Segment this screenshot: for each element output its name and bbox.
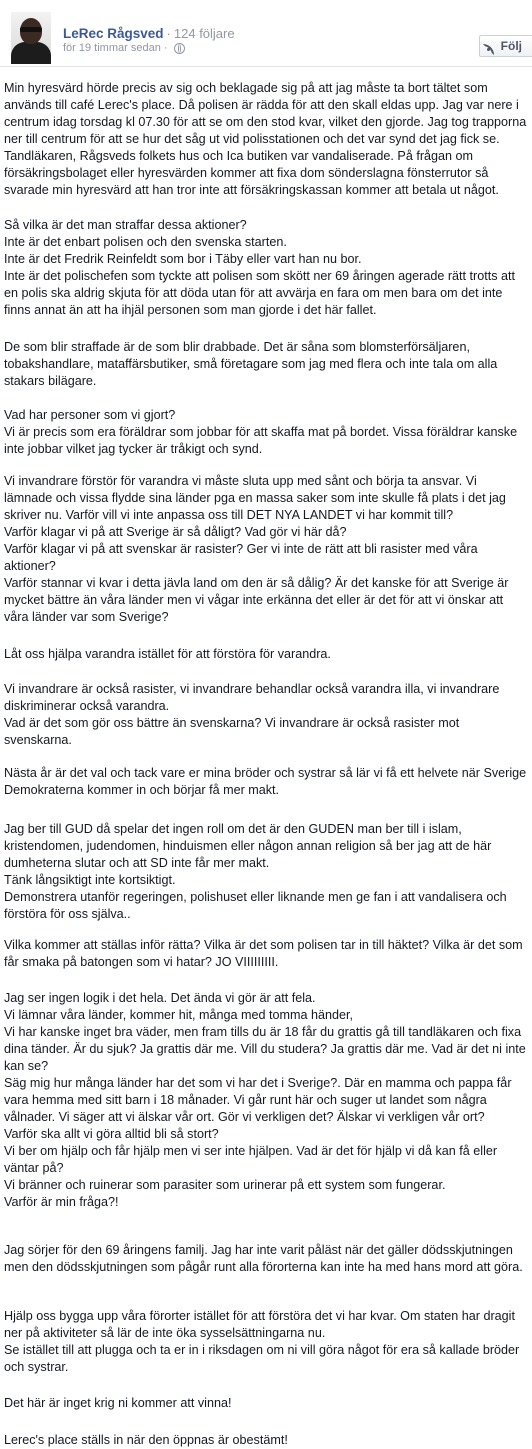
rss-icon — [487, 42, 496, 51]
avatar-body — [11, 42, 51, 64]
avatar[interactable] — [11, 12, 51, 64]
post-paragraph: Hjälp oss bygga upp våra förorter istället för att förstöra det vi har kvar. Om staten har dragit ner på aktiviteter så lär de inte öka sysselsättningarna nu. Se istället till att plugga och ta er in i riksdagen om ni vill göra något för era så kallade bröder och systrar. — [4, 1309, 520, 1374]
post-paragraph: Vilka kommer att ställas inför rätta? Vilka är det som polisen tar in till häktet? Vilka är det som får smaka på batongen som vi hatar? JO VIIIIIIIII. — [4, 938, 523, 969]
post-paragraph: Så vilka är det man straffar dessa aktioner? Inte är det enbart polisen och den svenska starten. Inte är det Fredrik Reinfeldt som bor i Täby eller vart han nu bor. Inte är det polischefen som tyckte att polisen som skött ner 69 åringen agerade rätt trotts att en polis ska aldrig skjuta för att döda utan för att avvärja en fara om men bara om det inte finns annat än att ha ihjäl personen som man gjorde i det här fallet. — [4, 218, 516, 317]
post-paragraph: Lerec's place ställs in när den öppnas är obestämt! — [4, 1433, 288, 1447]
post-header — [0, 0, 532, 67]
dot-separator: · — [166, 26, 171, 41]
post-paragraph: Låt oss hjälpa varandra istället för att förstöra för varandra. — [4, 647, 331, 661]
post-paragraph: Nästa år är det val och tack vare er mina bröder och systrar så lär vi få ett helvete när Sverige Demokraterna kommer in och börjar få mer makt. — [4, 766, 527, 797]
page-name-link[interactable]: LeRec Rågsved — [63, 26, 164, 41]
timestamp-link[interactable]: för 19 timmar sedan — [63, 42, 161, 54]
post-paragraph: Jag ber till GUD då spelar det ingen roll om det är den GUDEN man ber till i islam, kristendomen, judendomen, hinduismen eller någon annan religion så ber jag att de här dumheterna slutar och att SD inte får mer makt. Tänk långsiktigt inte kortsiktigt. Demonstrera utanför regeringen, polishuset eller liknande men ge fan i att vandalisera och förstöra för oss själva.. — [4, 822, 507, 921]
post-paragraph: Vi invandrare är också rasister, vi invandrare behandlar också varandra illa, vi invandrare diskriminerar också varandra. Vad är det som gör oss bättre än svenskarna? Vi invandrare är också rasister mot svenskarna. — [4, 682, 500, 747]
post-paragraph: Vi invandrare förstör för varandra vi måste sluta upp med sånt och börja ta ansvar. Vi lämnade och vissa flydde sina länder pga en massa saker som inte skulle få plats i det jag skriver nu. Varför vill vi inte anpassa oss till DET NYA LANDET vi har kommit till? Varför klagar vi på att Sverige är så dåligt? Vad gör vi här då? Varför klagar vi på att svenskar är rasister? Ger vi inte de rätt att bli rasister med våra aktioner? Varför stannar vi kvar i detta jävla land om den är så dålig? Är det kanske för att Sverige är mycket bättre än våra länder men vi vågar inte erkänna det eller är det för att vi önskar att våra länder var som Sverige? — [4, 474, 509, 624]
post-paragraph: De som blir straffade är de som blir drabbade. Det är såna som blomsterförsäljaren, tobakshandlare, mataffärsbutiker, små företagare som jag med flera och inte tala om alla stakars bilägare. — [4, 340, 498, 388]
post-paragraph: Det här är inget krig ni kommer att vinna! — [4, 1396, 232, 1410]
post-paragraph: Jag sörjer för den 69 åringens familj. Jag har inte varit påläst när det gäller dödsskjutningen men den dödsskjutningen som pågår runt alla förorterna kan inte ha med hans mord att göra. — [4, 1243, 523, 1274]
globe-icon[interactable] — [174, 43, 185, 54]
post-meta — [63, 42, 185, 54]
post-paragraph: Jag ser ingen logik i det hela. Det ända vi gör är att fela. Vi lämnar våra länder, kommer hit, många med tomma händer, Vi har kanske inget bra väder, men fram tills du är 18 får du grattis gå till tandläkaren och fixa dina tänder. Är du sjuk? Ja grattis där me. Vill du studera? Ja grattis där me. Vad är det ni inte kan se? Säg mig hur många länder har det som vi har det i Sverige?. Där en mamma och pappa får vara hemma med sitt barn i 18 månader. Vi går runt här och suger ut landet som några vålnader. Vi säger att vi älskar vår ort. Gör vi verkligen det? Älskar vi verkligen vår ort? Varför ska allt vi göra alltid bli så stort? Vi ber om hjälp och får hjälp men vi ser inte hjälpen. Vad är det för hjälp vi då kan få eller väntar på? Vi bränner och ruinerar som parasiter som urinerar på ett system som fungerar. Varför är min fråga?! — [4, 991, 526, 1209]
avatar-glasses — [20, 27, 42, 32]
follow-button-label: Följ — [500, 39, 522, 53]
post-paragraph: Vad har personer som vi gjort? Vi är precis som era föräldrar som jobbar för att skaffa mat på bordet. Vissa föräldrar kanske inte jobbar vilket jag tycker är tråkigt och synd. — [4, 408, 518, 456]
follower-count: 124 följare — [173, 26, 235, 41]
author-line — [63, 26, 235, 41]
post-paragraph: Min hyresvärd hörde precis av sig och beklagade sig på att jag måste ta bort tältet som används till café Lerec's place. Då polisen är rädda för att den skall eldas upp. Jag var nere i centrum idag torsdag kl 07.30 för att se om den stod kvar, vilket den gjorde. Jag tog trapporna ner till centrum för att se hur det såg ut vid polisstationen och det var synd det jag fick se. Tandläkaren, Rågsveds folkets hus och Ica butiken var vandaliserade. På frågan om försäkringsbolaget eller hyresvärden kommer att fixa dom sönderslagna fönsterrutor så svarade min hyresvärd att han tror inte att försäkringskassan kommer att betala ut något. — [4, 81, 527, 197]
follow-button[interactable] — [479, 35, 532, 57]
meta-dot-separator: · — [163, 42, 168, 54]
